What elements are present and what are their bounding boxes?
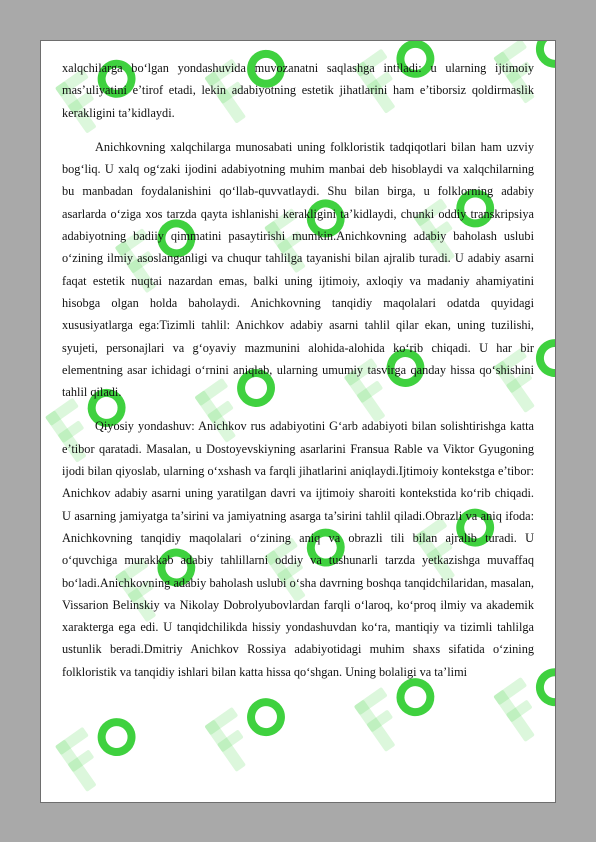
watermark-logo-mark — [204, 686, 294, 772]
document-page — [40, 40, 556, 803]
watermark-logo-mark — [55, 706, 145, 792]
paragraph-2: Anichkovning xalqchilarga munosabati uning folkloristik tadqiqotlari bilan ham uzviy bog‘liq. U xalq og‘zaki ijodini adabiyotning muhim manbai deb hisoblaydi va xalqchilarning bu manbadan foydalanishini qo‘llab-quvvatlaydi. Shu bilan birga, u folklorning adabiy asarlarda o‘ziga xos tarzda qayta ishlanishi kerakligini ta’kidlaydi, chunki oddiy transkripsiya adabiyotning badiiy qimmatini pasaytirishi mumkin.Anichkovning adabiy baholash uslubi o‘zining ilmiy asoslanganligi va chuqur tahlilga tayanishi bilan ajralib turadi. U adabiy asarni faqat estetik nuqtai nazardan emas, balki uning ijtimoiy, axloqiy va madaniy ahamiyatini hisobga olgan holda baholaydi. Anichkovning tanqidiy maqolalari odatda quyidagi xususiyatlarga ega:Tizimli tahlil: Anichkov adabiy asarni tahlil qilar ekan, uning tuzilishi, syujeti, personajlari va g‘oyaviy mazmunini alohida-alohida ko‘rib chiqadi. U har bir elementning asar ichidagi o‘rnini aniqlab, ularning umumiy tasvirga qanday hissa qo‘shishini tahlil qiladi. — [62, 139, 534, 400]
paragraph-3: Qiyosiy yondashuv: Anichkov rus adabiyotini G‘arb adabiyoti bilan solishtirishga katta e’tibor qaratadi. Masalan, u Dostoyevskiyning asarlarini Fransua Rable va Viktor Gyugoning ijodi bilan qiyoslab, ularning o‘xshash va farqli jihatlarini aniqlaydi.Ijtimoiy kontekstga e’tibor: Anichkov adabiy asarni uning yaratilgan davri va ijtimoiy sharoiti kontekstida ko‘rib chiqadi. U asarning jamiyatga ta’sirini va jamiyatning asarga ta’sirini tahlil qiladi.Obrazli va aniq ifoda: Anichkovning tanqidiy maqolalari o‘zining aniq va obrazli tili bilan ajralib turadi. U o‘quvchiga murakkab adabiy tahlillarni oddiy va tushunarli tarzda yetkazishga muvaffaq bo‘ladi.Anichkovning adabiy baholash uslubi o‘sha davrning boshqa tanqidchilaridan, masalan, Vissarion Belinskiy va Nikolay Dobrolyubovlardan farqli o‘laroq, ko‘proq ilmiy va akademik xarakterga ega edi. U tanqidchilikda hissiy yondashuvdan ko‘ra, mantiqiy va tizimli tahlilga ustunlik beradi.Dmitriy Anichkov Rossiya adabiyotidagi muhim shaxs sifatida o‘zining folkloristik va tanqidiy ishlari bilan katta hissa qo‘shgan. Uning bolaligi va ta’limi — [62, 419, 534, 679]
document-body — [62, 57, 534, 683]
paragraph-1: xalqchilarga bo‘lgan yondashuvida muvozanatni saqlashga intiladi: u ularning ijtimoiy mas’uliyatini e’tirof etadi, lekin adabiyotning estetik jihatlarini ham e’tiborsiz qoldirmaslik kerakligini ta’kidlaydi. — [62, 61, 534, 120]
